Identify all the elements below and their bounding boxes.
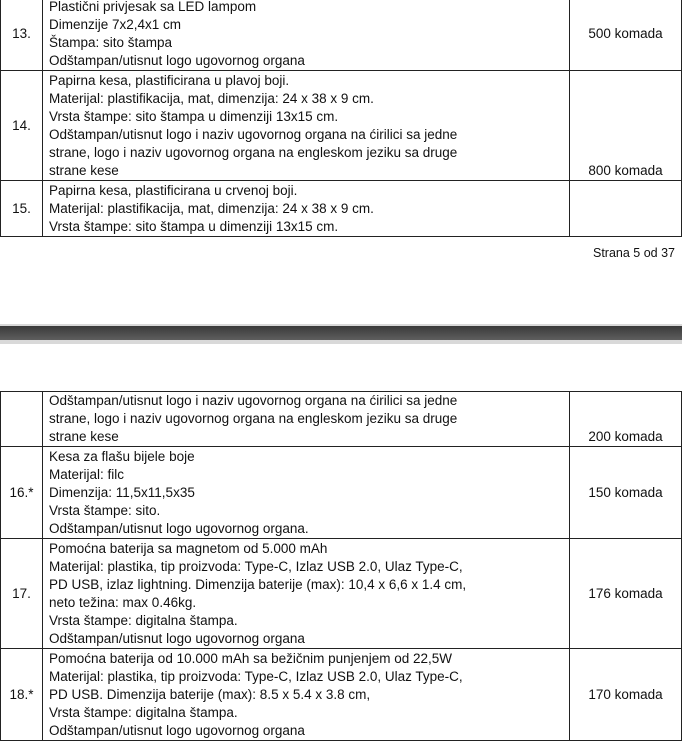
description-line: Dimenzije 7x2,4x1 cm: [49, 17, 182, 32]
item-description: [43, 0, 570, 71]
item-description: [43, 649, 570, 741]
description-line: Materijal: filc: [49, 466, 125, 482]
items-table-bottom: [0, 391, 682, 741]
page-top: [0, 0, 682, 324]
description-line: Odštampan/utisnut logo i naziv ugovornog organa na ćirilici sa jedne: [49, 393, 458, 408]
table-row: [1, 392, 682, 447]
item-number: 13.: [1, 0, 43, 71]
description-line: Vrsta štampe: sito.: [49, 502, 161, 518]
page-bottom: [0, 344, 682, 736]
item-quantity: 200 komada: [570, 392, 682, 447]
description-line: strane kese: [49, 162, 119, 178]
description-line: Materijal: plastika, tip proizvoda: Type-C, Izlaz USB 2.0, Ulaz Type-C,: [49, 558, 463, 574]
item-number: [1, 392, 43, 447]
description-line: Papirna kesa, plastificirana u crvenoj boji.: [49, 182, 298, 198]
description-line: Vrsta štampe: digitalna štampa.: [49, 704, 238, 720]
description-line: Materijal: plastika, tip proizvoda: Type-C, Izlaz USB 2.0, Ulaz Type-C,: [49, 668, 463, 684]
item-number: 17.: [1, 539, 43, 649]
description-line: Odštampan/utisnut logo ugovornog organa: [49, 53, 305, 68]
description-line: Odštampan/utisnut logo ugovornog organa: [49, 630, 305, 646]
items-table-top: [0, 0, 682, 237]
description-line: Odštampan/utisnut logo ugovornog organa: [49, 722, 305, 738]
item-description: [43, 392, 570, 447]
description-line: Vrsta štampe: digitalna štampa.: [49, 612, 238, 628]
item-number: 15.: [1, 181, 43, 237]
description-line: PD USB, izlaz lightning. Dimenzija baterije (max): 10,4 x 6,6 x 1.4 cm,: [49, 576, 467, 592]
page-separator: [0, 326, 682, 340]
item-quantity: 800 komada: [570, 71, 682, 181]
description-line: Pomoćna baterija od 10.000 mAh sa bežičnim punjenjem od 22,5W: [49, 650, 452, 666]
description-line: PD USB. Dimenzija baterije (max): 8.5 x 5.4 x 3.8 cm,: [49, 686, 371, 702]
description-line: Odštampan/utisnut logo ugovornog organa.: [49, 520, 309, 536]
item-quantity: 500 komada: [570, 0, 682, 71]
description-line: Pomoćna baterija sa magnetom od 5.000 mAh: [49, 540, 328, 556]
item-quantity: 170 komada: [570, 649, 682, 741]
item-number: 14.: [1, 71, 43, 181]
item-description: [43, 447, 570, 539]
description-line: Odštampan/utisnut logo i naziv ugovornog organa na ćirilici sa jedne: [49, 126, 458, 142]
table-row: [1, 0, 682, 71]
table-row: [1, 649, 682, 741]
description-line: Štampa: sito štampa: [49, 35, 173, 50]
item-quantity: 176 komada: [570, 539, 682, 649]
table-row: [1, 447, 682, 539]
item-quantity: [570, 181, 682, 237]
description-line: Materijal: plastifikacija, mat, dimenzija: 24 x 38 x 9 cm.: [49, 90, 374, 106]
table-row: [1, 181, 682, 237]
item-description: [43, 181, 570, 237]
table-row: [1, 539, 682, 649]
item-number: 16.*: [1, 447, 43, 539]
description-line: neto težina: max 0.46kg.: [49, 594, 197, 610]
description-line: Plastični privjesak sa LED lampom: [49, 0, 257, 14]
page-number: Strana 5 od 37: [592, 246, 675, 260]
item-description: [43, 71, 570, 181]
description-line: Dimenzija: 11,5x11,5x35: [49, 484, 195, 500]
description-line: Vrsta štampe: sito štampa u dimenziji 13x15 cm.: [49, 108, 339, 124]
description-line: strane, logo i naziv ugovornog organa na engleskom jeziku sa druge: [49, 411, 458, 426]
description-line: Materijal: plastifikacija, mat, dimenzija: 24 x 38 x 9 cm.: [49, 200, 374, 216]
item-quantity: 150 komada: [570, 447, 682, 539]
description-line: Vrsta štampe: sito štampa u dimenziji 13x15 cm.: [49, 218, 339, 234]
table-row: [1, 71, 682, 181]
item-number: 18.*: [1, 649, 43, 741]
description-line: Papirna kesa, plastificirana u plavoj boji.: [49, 72, 290, 88]
description-line: Kesa za flašu bijele boje: [49, 448, 195, 464]
description-line: strane kese: [49, 429, 119, 444]
item-description: [43, 539, 570, 649]
description-line: strane, logo i naziv ugovornog organa na engleskom jeziku sa druge: [49, 144, 458, 160]
